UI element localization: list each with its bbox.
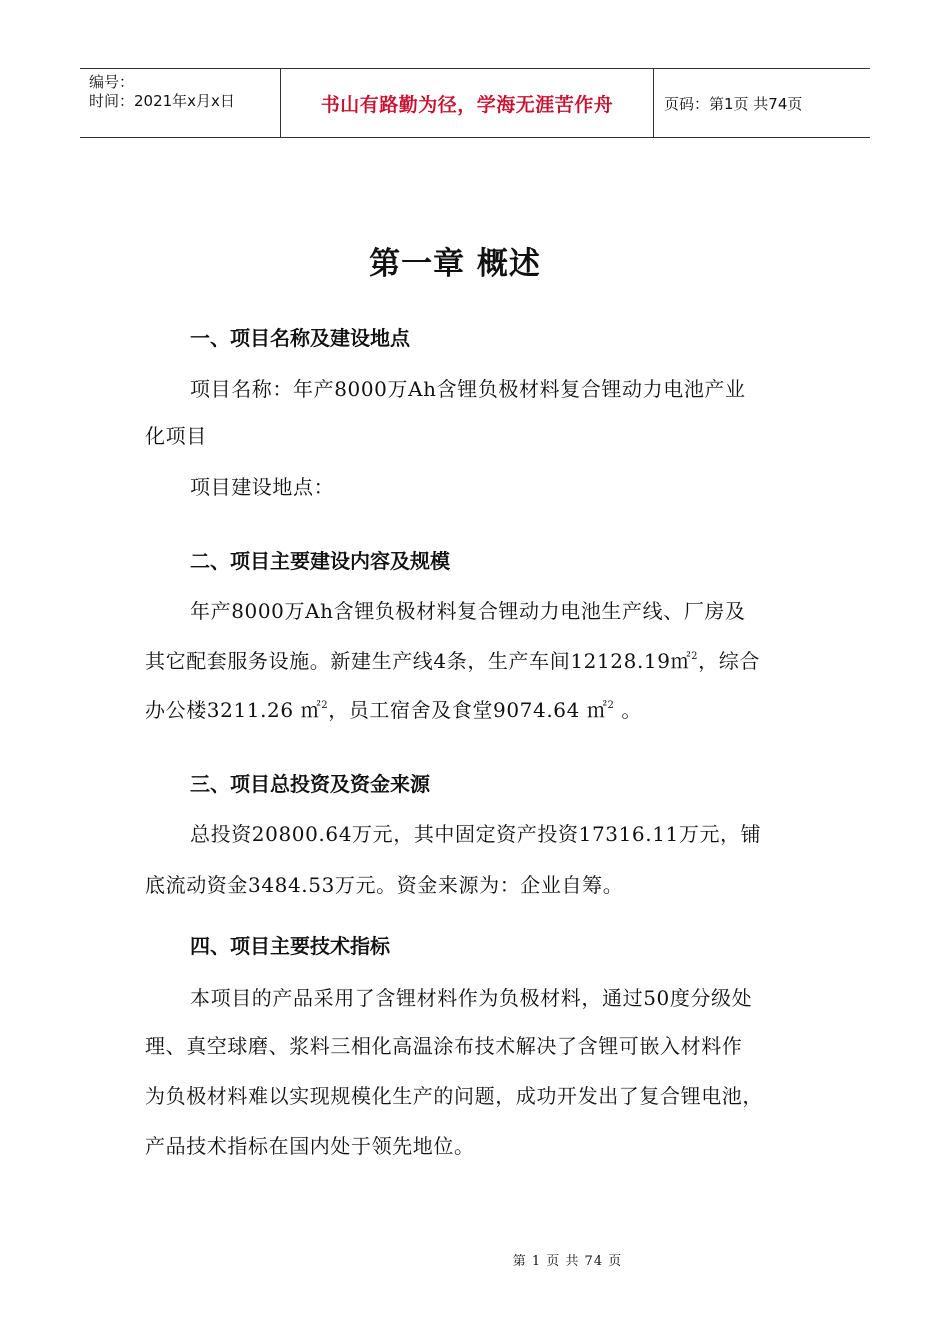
paragraph-line: 总投资20800.64万元，其中固定资产投资17316.11万元，铺 — [190, 822, 762, 846]
paragraph-line: 底流动资金3484.53万元。资金来源为：企业自筹。 — [145, 873, 624, 897]
header-meta — [80, 69, 281, 137]
paragraph-line: 年产8000万Ah含锂负极材料复合锂动力电池生产线、厂房及 — [190, 599, 746, 623]
section-heading-2: 二、项目主要建设内容及规模 — [190, 549, 450, 573]
page-footer: 第 1 页 共 74 页 — [512, 1254, 623, 1269]
document-time-label: 时间：2021年x月x日 — [89, 92, 235, 110]
paragraph-line: 理、真空球磨、浆料三相化高温涂布技术解决了含锂可嵌入材料作 — [145, 1034, 743, 1058]
section-heading-1: 一、项目名称及建设地点 — [190, 326, 410, 350]
text-segment: 。 — [614, 698, 643, 722]
header-motto-cell — [281, 69, 654, 137]
paragraph-line: 为负极材料难以实现规模化生产的问题，成功开发出了复合锂电池， — [145, 1084, 763, 1108]
header-page-info: 页码：第1页 共74页 — [664, 94, 803, 113]
superscript: 2 — [691, 651, 699, 662]
superscript: 2 — [321, 700, 329, 711]
paragraph-line: 项目名称：年产8000万Ah含锂负极材料复合锂动力电池产业 — [190, 377, 746, 401]
text-segment: ，综合 — [698, 649, 760, 673]
chapter-title: 第一章 概述 — [369, 246, 541, 282]
document-number-label: 编号： — [89, 73, 135, 91]
paragraph-line: 项目建设地点： — [190, 475, 335, 499]
text-segment: 办公楼3211.26 ㎡ — [145, 698, 322, 722]
text-segment: ，员工宿舍及食堂9074.64 ㎡ — [328, 698, 608, 722]
page-header — [80, 68, 870, 138]
text-segment: 其它配套服务设施。新建生产线4条，生产车间12128.19㎡ — [145, 649, 692, 673]
paragraph-line: 本项目的产品采用了含锂材料作为负极材料，通过50度分级处 — [190, 986, 753, 1010]
header-motto: 书山有路勤为径，学海无涯苦作舟 — [320, 93, 614, 116]
superscript: 2 — [607, 700, 615, 711]
paragraph-line: 产品技术指标在国内处于领先地位。 — [145, 1134, 475, 1158]
paragraph-line — [145, 694, 642, 723]
paragraph-line — [145, 645, 760, 674]
section-heading-3: 三、项目总投资及资金来源 — [190, 772, 430, 796]
section-heading-4: 四、项目主要技术指标 — [190, 934, 390, 958]
paragraph-line: 化项目 — [145, 424, 207, 448]
